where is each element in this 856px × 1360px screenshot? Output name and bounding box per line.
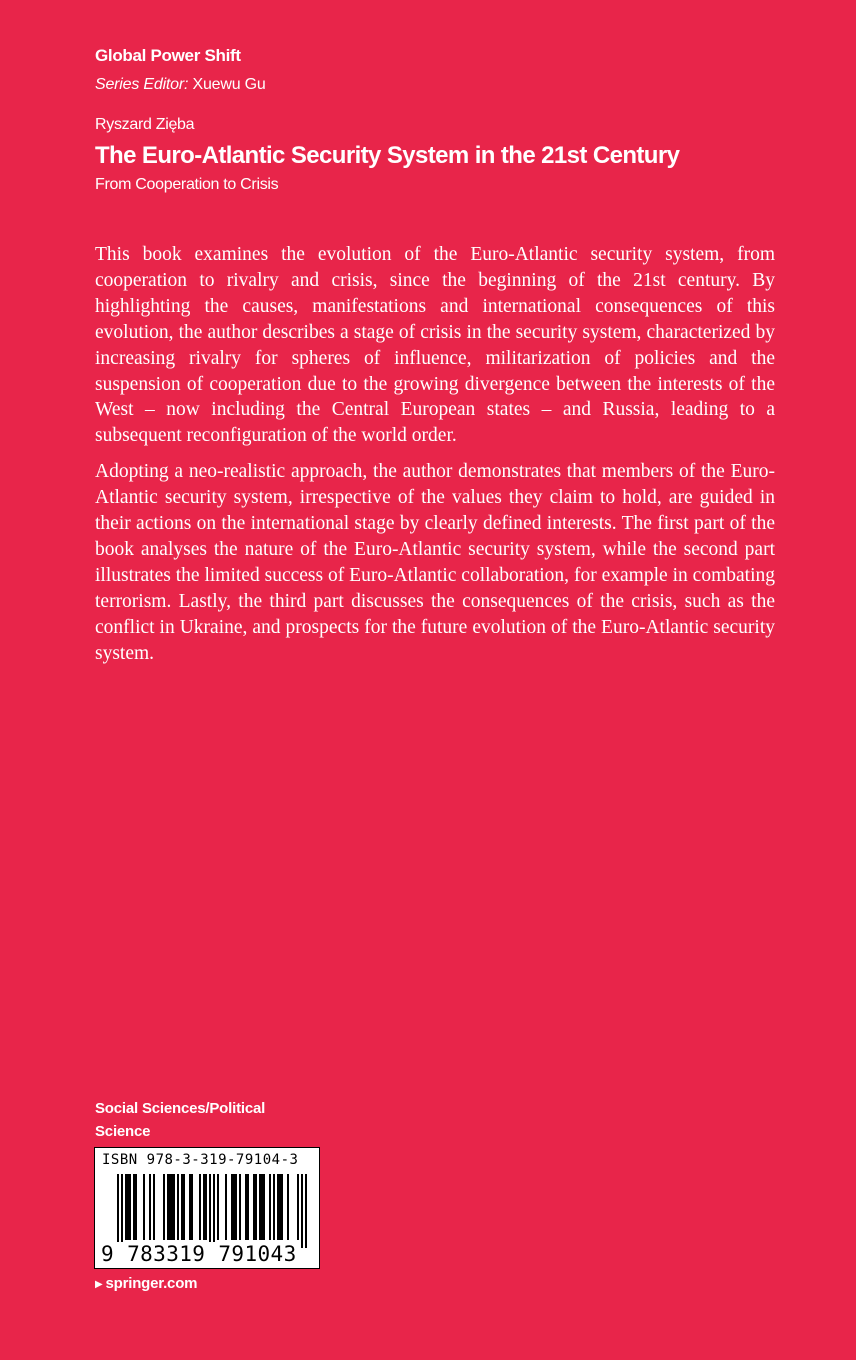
barcode-bar [235, 1174, 237, 1240]
barcode-bar [209, 1174, 211, 1248]
isbn-label: ISBN 978-3-319-79104-3 [102, 1152, 299, 1168]
barcode-bar [261, 1174, 263, 1240]
barcode-bar [253, 1174, 255, 1240]
barcode-bar [183, 1174, 185, 1240]
barcode-bar [171, 1174, 173, 1240]
barcode-bar [269, 1174, 271, 1240]
barcode-bar [231, 1174, 233, 1240]
barcode-bar [281, 1174, 283, 1240]
barcode-bar [247, 1174, 249, 1240]
barcode-bar [117, 1174, 119, 1248]
author-name: Ryszard Zięba [95, 116, 195, 133]
barcode-bar [245, 1174, 247, 1240]
barcode-bar [177, 1174, 179, 1240]
series-editor-label: Series Editor: [95, 76, 189, 93]
category-line-2: Science [95, 1123, 151, 1140]
subject-category [95, 1097, 265, 1143]
series-editor-name: Xuewu Gu [192, 76, 266, 93]
barcode-bar [135, 1174, 137, 1240]
barcode-bar [167, 1174, 169, 1240]
barcode-bar [169, 1174, 171, 1240]
barcode-bar [273, 1174, 275, 1240]
barcode-bar [203, 1174, 205, 1240]
barcode-bar [225, 1174, 227, 1240]
barcode-bar [163, 1174, 165, 1240]
barcode-digits: 9 783319 791043 [101, 1242, 297, 1266]
barcode-bar [259, 1174, 261, 1240]
barcode-bar [233, 1174, 235, 1240]
description-paragraph-1: This book examines the evolution of the Euro-Atlantic security system, from cooperation to rivalry and crisis, since the beginning of the 21st century. By highlighting the causes, manifestations and international consequences of this evolution, the author describes a stage of crisis in the security system, characterized by increasing rivalry for spheres of influence, militarization of policies and the suspension of cooperation due to the growing divergence between the interests of the West – now including the Central European states – and Russia, leading to a subsequent reconfiguration of the world order. [95, 244, 775, 447]
website-label: springer.com [105, 1275, 198, 1292]
barcode-bar [133, 1174, 135, 1240]
book-description [95, 242, 775, 677]
barcode-bar [287, 1174, 289, 1240]
barcode-bar [121, 1174, 123, 1248]
barcode-bar [125, 1174, 127, 1240]
arrow-right-icon: ▶ [95, 1279, 103, 1290]
barcode-bar [217, 1174, 219, 1240]
barcode-bar [255, 1174, 257, 1240]
barcode-bar [143, 1174, 145, 1240]
barcode-bar [263, 1174, 265, 1240]
barcode-bar [149, 1174, 151, 1240]
publisher-website [95, 1275, 197, 1292]
barcode-bar [181, 1174, 183, 1240]
barcode-bar [301, 1174, 303, 1248]
book-title: The Euro-Atlantic Security System in the 21st Century [95, 142, 680, 169]
barcode-bar [305, 1174, 307, 1248]
barcode-bar [191, 1174, 193, 1240]
barcode-bar [239, 1174, 241, 1240]
description-paragraph-2: Adopting a neo-realistic approach, the author demonstrates that members of the Euro-Atlantic security system, irrespective of the values they claim to hold, are guided in their actions on the international stage by clearly defined interests. The first part of the book analyses the nature of the Euro-Atlantic security system, while the second part illustrates the limited success of Euro-Atlantic collaboration, for example in combating terrorism. Lastly, the third part discusses the consequences of the crisis, such as the conflict in Ukraine, and prospects for the future evolution of the Euro-Atlantic security system. [95, 461, 775, 664]
barcode-bar [127, 1174, 129, 1240]
barcode-bar [297, 1174, 299, 1240]
barcode-bar [213, 1174, 215, 1248]
isbn-barcode [94, 1147, 320, 1269]
series-editor [95, 76, 266, 94]
barcode-bar [199, 1174, 201, 1240]
barcode-bar [129, 1174, 131, 1240]
category-line-1: Social Sciences/Political [95, 1100, 266, 1117]
book-subtitle: From Cooperation to Crisis [95, 176, 279, 193]
barcode-bar [279, 1174, 281, 1240]
barcode-bar [173, 1174, 175, 1240]
barcode-bar [205, 1174, 207, 1240]
barcode-bar [277, 1174, 279, 1240]
series-title: Global Power Shift [95, 46, 241, 65]
barcode-bar [153, 1174, 155, 1240]
barcode-bar [189, 1174, 191, 1240]
